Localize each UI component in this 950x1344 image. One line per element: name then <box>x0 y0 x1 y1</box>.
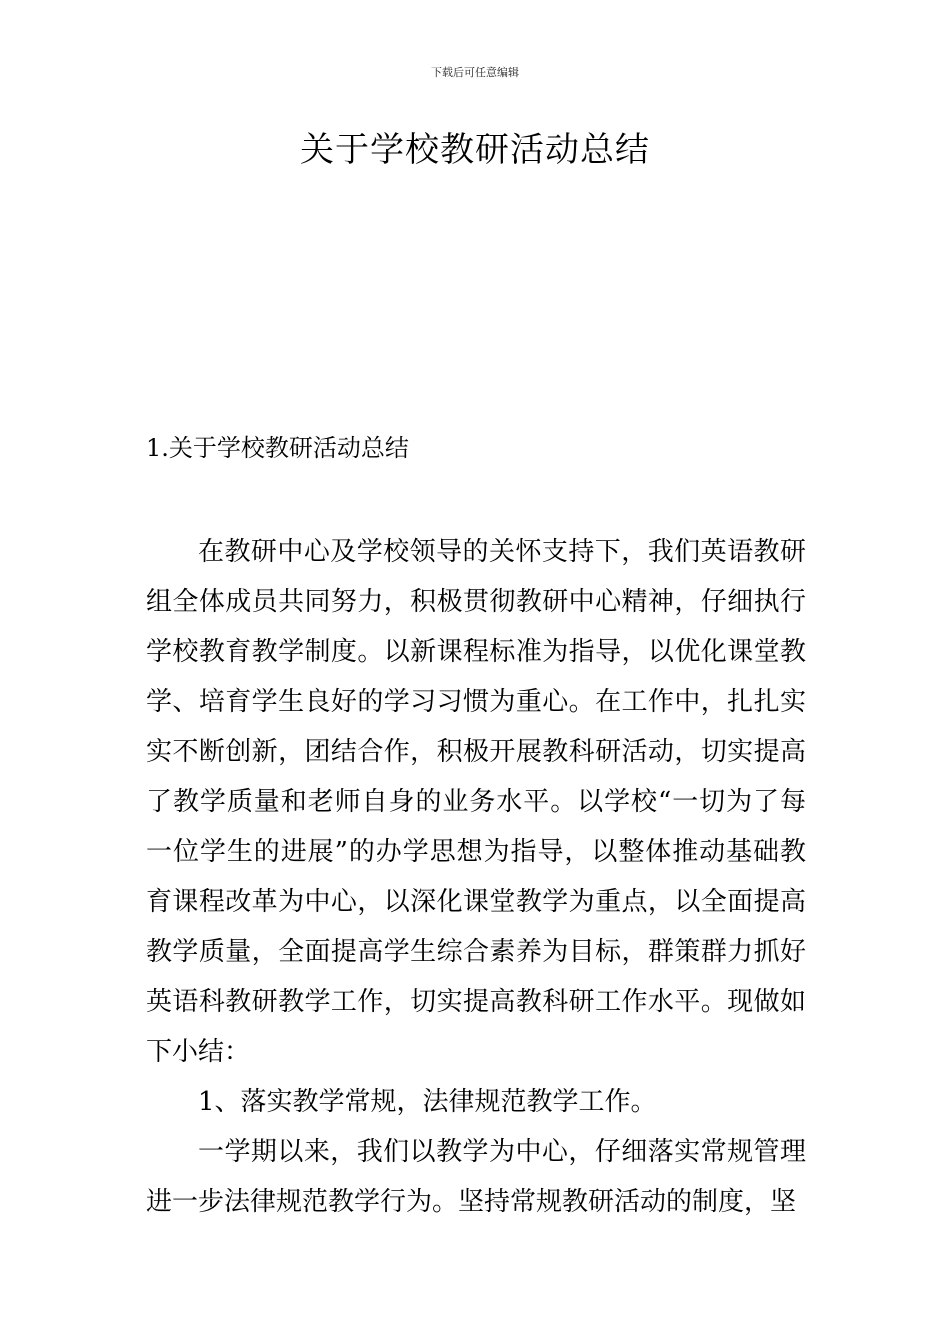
paragraph-intro: 在教研中心及学校领导的关怀支持下，我们英语教研组全体成员共同努力，积极贯彻教研中心精神，仔细执行学校教育教学制度。以新课程标准为指导，以优化课堂教学、培育学生良好的学习习惯为重心。在工作中，扎扎实实不断创新，团结合作，积极开展教科研活动，切实提高了教学质量和老师自身的业务水平。以学校“一切为了每一位学生的进展”的办学思想为指导，以整体推动基础教育课程改革为中心，以深化课堂教学为重点，以全面提高教学质量，全面提高学生综合素养为目标，群策群力抓好英语科教研教学工作，切实提高教科研工作水平。现做如下小结： <box>146 537 806 1067</box>
section-heading: 1.关于学校教研活动总结 <box>146 434 409 462</box>
paragraph-point-1: 1、落实教学常规，法律规范教学工作。 <box>198 1087 657 1117</box>
header-note: 下载后可任意编辑 <box>431 66 519 79</box>
paragraph-point-1-detail: 一学期以来，我们以教学为中心，仔细落实常规管理进一步法律规范教学行为。坚持常规教研活动的制度，坚 <box>146 1137 806 1217</box>
document-title: 关于学校教研活动总结 <box>300 130 650 170</box>
body-text <box>146 527 806 1227</box>
